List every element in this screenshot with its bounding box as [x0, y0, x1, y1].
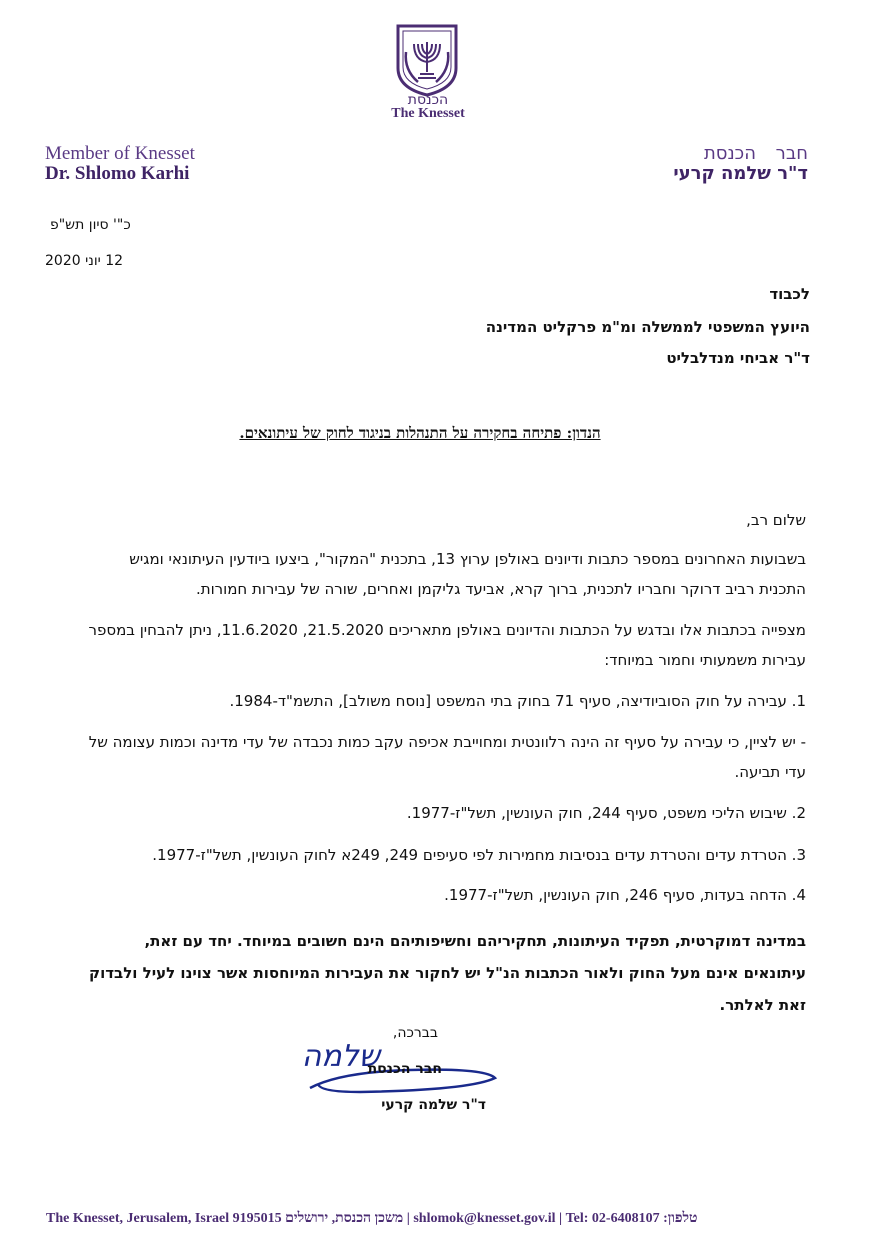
- signature-name: ד"ר שלמה קרעי: [381, 1097, 486, 1113]
- mk-title-english: Member of Knesset: [45, 143, 195, 164]
- footer-email[interactable]: shlomok@knesset.gov.il: [413, 1211, 556, 1226]
- addressee-line-2: היועץ המשפטי לממשלה ומ"מ פרקליט המדינה: [485, 318, 810, 336]
- addressee-line-1: לכבוד: [769, 285, 810, 303]
- footer: The Knesset, Jerusalem, Israel 9195015 משכן הכנסת, ירושלים | shlomok@knesset.gov.il | Tel: 02-6408107 טלפון:: [46, 1211, 698, 1226]
- hebrew-date: כ"' סיון תש"פ: [50, 217, 131, 233]
- footer-address-he: משכן הכנסת, ירושלים: [285, 1211, 404, 1226]
- offense-item-4: 4. הדחה בעדות, סעיף 246, חוק העונשין, תשל"ז-1977.: [444, 886, 806, 904]
- signature-role: חבר הכנסת: [367, 1061, 442, 1077]
- signature-closing: בברכה,: [392, 1025, 438, 1041]
- offense-note: - יש לציין, כי עבירה על סעיף זה הינה רלוונטית ומחוייבת אכיפה עקב כמות נכבדה של עדי מדינה וכמות עצומה של עדי תביעה.: [88, 733, 806, 781]
- offense-item-1: 1. עבירה על חוק הסוביודיצה, סעיף 71 בחוק בתי המשפט [נוסח משולב], התשמ"ד-1984.: [229, 692, 806, 710]
- emblem-english-label: The Knesset: [391, 106, 465, 121]
- closing-paragraph: במדינה דמוקרטית, תפקיד העיתונות, תחקיריהם וחשיפותיהם הינם חשובים במיוחד. יחד עם זאת, עיתונאים אינם מעל החוק ולאור הכתבות הנ"ל יש לחקור את העבירות המיוחסות אשר צוינו לעיל ולבדוק זאת לאלתר.: [89, 932, 806, 1014]
- gregorian-date: 12 יוני 2020: [45, 253, 124, 269]
- menorah-emblem-icon: [390, 22, 464, 97]
- emblem-hebrew-label: הכנסת: [407, 92, 449, 108]
- addressee-line-3: ד"ר אביחי מנדלבליט: [666, 349, 810, 367]
- footer-tel-en: Tel: 02-6408107: [565, 1211, 660, 1226]
- greeting: שלום רב,: [746, 511, 806, 529]
- body-paragraph-1: בשבועות האחרונים במספר כתבות ודיונים באולפן ערוץ 13, בתכנית "המקור", ביצעו ביודעין העיתונאי ומגיש התכנית רביב דרוקר וחבריו לתכנית, ברוך קרא, אביעד גליקמן ואחרים, שורה של עבירות חמורות.: [129, 550, 806, 598]
- footer-address-en: The Knesset, Jerusalem, Israel 9195015: [46, 1211, 282, 1226]
- offense-item-2: 2. שיבוש הליכי משפט, סעיף 244, חוק העונשין, תשל"ז-1977.: [406, 804, 806, 822]
- mk-name-english: Dr. Shlomo Karhi: [45, 163, 190, 184]
- mk-name-hebrew: ד"ר שלמה קרעי: [673, 163, 808, 184]
- offense-item-3: 3. הטרדת עדים והטרדת עדים בנסיבות מחמירות לפי סעיפים 249, 249א לחוק העונשין, תשל"ז-1977.: [152, 846, 806, 864]
- footer-tel-he: טלפון:: [663, 1211, 698, 1226]
- body-paragraph-2: מצפייה בכתבות אלו ובדגש על הכתבות והדיונים באולפן מתאריכים 21.5.2020, 11.6.2020, ניתן להבחין במספר עבירות משמעותי וחמור במיוחד:: [88, 621, 806, 669]
- signature-handwriting: שלמה: [301, 1039, 380, 1074]
- subject-line: הנדון: פתיחה בחקירה על התנהלות בניגוד לחוק של עיתונאים.: [239, 424, 601, 442]
- mk-title-hebrew: חבר הכנסת: [703, 143, 808, 164]
